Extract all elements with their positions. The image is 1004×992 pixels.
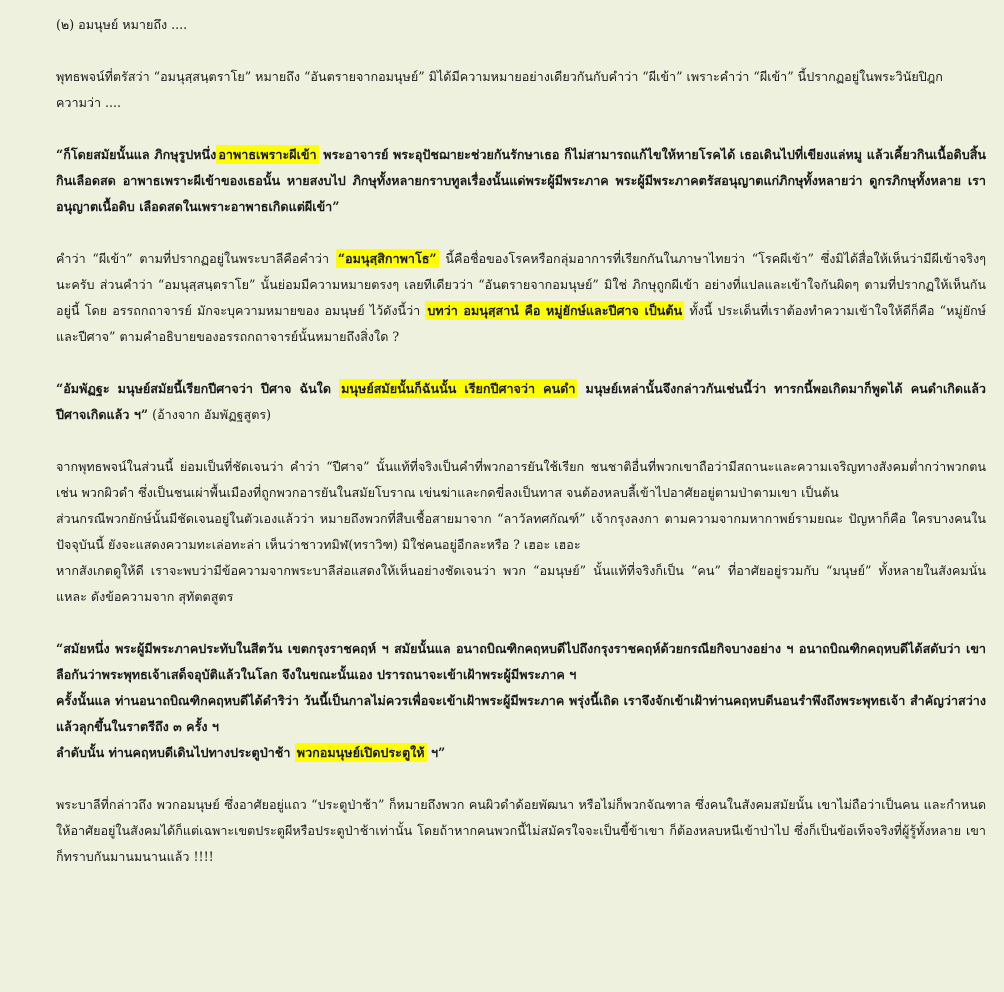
spacer	[56, 350, 986, 376]
explanation-text-1: คำว่า “ผีเข้า” ตามที่ปรากฏอยู่ในพระบาลีคือคำว่า	[56, 251, 336, 266]
explanation-text-3: ทั้งนี้ ประเด็นที่เราต้องทำความเข้าใจให้ดีก็คือ “หมู่ยักษ์และปีศาจ” ตามคำอธิบายของอรรถกถาจารย์นั้นหมายถึงสิ่งใด ?	[56, 303, 986, 344]
spacer	[56, 766, 986, 792]
paragraph-yakkha: ส่วนกรณีพวกยักษ์นั้นมีชัดเจนอยู่ในตัวเองแล้วว่า หมายถึงพวกที่สืบเชื้อสายมาจาก “ลาวัลทศกัณฑ์” เจ้ากรุงลงกา ตามความจากมหากาพย์รามยณะ ปัญหาก็คือ ใครบางคนในปัจจุบันนี้ ยังจะแสดงความทะเล่อทะล่า เห็นว่าชาวทมิฬ(ทราวิฑ) มิใช่คนอยู่อีกละหรือ ? เฮอะ เฮอะ	[56, 511, 986, 552]
paragraph-intro-tail: ความว่า ....	[56, 95, 122, 110]
quote-ambattha-post: มนุษย์เหล่านั้นจึงกล่าวกันเช่นนี้ว่า ทารกนี้พอเกิดมาก็พูดได้ คนดำเกิดแล้ว ปีศาจเกิดแล้ว ฯ”	[56, 381, 986, 422]
paragraph-intro-cont	[0, 90, 986, 116]
quote-ambattha-pre: “อัมพัฏฐะ มนุษย์สมัยนี้เรียกปีศาจว่า ปีศาจ ฉันใด	[56, 381, 340, 396]
spacer	[56, 428, 986, 454]
paragraph-pisaca: จากพุทธพจน์ในส่วนนี้ ย่อมเป็นที่ชัดเจนว่า คำว่า “ปีศาจ” นั้นแท้ที่จริงเป็นคำที่พวกอารยันใช้เรียก ชนชาติอื่นที่พวกเขาถือว่ามีสถานะและความเจริญทางสังคมต่ำกว่าพวกตน เช่น พวกผิวดำ ซึ่งเป็นชนเผ่าพื้นเมืองที่ถูกพวกอารยันในสมัยโบราณ เข่นฆ่าและกดขี่ลงเป็นทาส จนต้องหลบลี้เข้าไปอาศัยอยู่ตามป่าตามเขา เป็นต้น	[56, 459, 986, 500]
quote-sudatta-3-pre: ลำดับนั้น ท่านคฤหบดีเดินไปทางประตูป่าช้า	[56, 745, 295, 760]
quote-sudatta-3	[56, 740, 986, 766]
paragraph-explanation	[56, 246, 986, 350]
quote-vinaya-post: พระอาจารย์ พระอุปัชฌายะช่วยกันรักษาเธอ ก็ไม่สามารถแก้ไขให้หายโรคได้ เธอเดินไปที่เขียงแล่หมู แล้วเคี้ยวกินเนื้อดิบสิ้นกินเลือดสด อาพาธเพราะผีเข้าของเธอนั้น หายสงบไป ภิกษุทั้งหลายกราบทูลเรื่องนั้นแด่พระผู้มีพระภาค พระผู้มีพระภาคตรัสอนุญาตแก่ภิกษุทั้งหลายว่า ดูกรภิกษุทั้งหลาย เราอนุญาตเนื้อดิบ เลือดสดในเพราะอาพาธเกิดแต่ผีเข้า”	[56, 147, 987, 214]
section-heading: (๒) อมนุษย์ หมายถึง ....	[56, 17, 188, 32]
highlight-amanussa-gate: พวกอมนุษย์เปิดประตูให้	[296, 745, 425, 760]
paragraph-observe: หากสังเกตดูให้ดี เราจะพบว่ามีข้อความจากพระบาลีส่อแสดงให้เห็นอย่างชัดเจนว่า พวก “อมนุษย์” นั้นแท้ที่จริงก็เป็น “คน” ที่อาศัยอยู่รวมกับ “มนุษย์” ทั้งหลายในสังคมนั่นแหละ ดังข้อความจาก สุทัตตสูตร	[56, 563, 986, 604]
highlight-black-people: มนุษย์สมัยนั้นก็ฉันนั้น เรียกปีศาจว่า คนดำ	[341, 381, 576, 396]
paragraph-intro-text: พุทธพจน์ที่ตรัสว่า “อมนุสฺสนฺตราโย” หมายถึง “อันตรายจากอมนุษย์” มิได้มีความหมายอย่างเดียวกันกับคำว่า “ผีเข้า” เพราะคำว่า “ผีเข้า” นี้ปรากฏอยู่ในพระวินัยปิฎก	[56, 69, 943, 84]
paragraph-intro	[56, 64, 986, 90]
quote-vinaya-pre: “ก็โดยสมัยนั้นแล ภิกษุรูปหนึ่ง	[56, 147, 217, 162]
spacer	[56, 610, 986, 636]
paragraph-conclusion: พระบาลีที่กล่าวถึง พวกอมนุษย์ ซึ่งอาศัยอยู่แถว “ประตูป่าช้า” ก็หมายถึงพวก คนผิวดำด้อยพัฒนา หรือไม่ก็พวกจัณฑาล ซึ่งคนในสังคมสมัยนั้น เขาไม่ถือว่าเป็นคน และกำหนดให้อาศัยอยู่ในสังคมได้ก็แต่เฉพาะเขตประตูผีหรือประตูป่าช้าเท่านั้น โดยถ้าหากคนพวกนี้ไม่สมัครใจจะเป็นขี้ข้าเขา ก็ต้องหลบหนีเข้าป่าไป ซึ่งก็เป็นข้อเท็จจริงที่ผู้รู้ทั้งหลาย เขาก็ทราบกันมานมนานแล้ว !!!!	[56, 797, 986, 864]
quote-sudatta-2: ครั้งนั้นแล ท่านอนาถบิณฑิกคฤหบดีได้ดำริว่า วันนี้เป็นกาลไม่ควรเพื่อจะเข้าเฝ้าพระผู้มีพระภาค พรุ่งนี้เถิด เราจึงจักเข้าเฝ้าท่านคฤหบดีนอนรำพึงถึงพระพุทธเจ้า สำคัญว่าสว่างแล้วลุกขึ้นในราตรีถึง ๓ ครั้ง ฯ	[56, 693, 986, 734]
quote-ambattha-ref: (อ้างจาก อัมพัฏฐสูตร)	[148, 407, 272, 422]
quote-vinaya	[56, 142, 986, 220]
spacer	[56, 116, 986, 142]
quote-sudatta-3-post: ฯ”	[426, 745, 446, 760]
explanation-text-2: นี้คือชื่อของโรคหรือกลุ่มอาการที่เรียกกันในภาษาไทยว่า “โรคผีเข้า” ซึ่งมิได้สื่อให้เห็นว่ามีผีเข้าจริงๆ นะครับ ส่วนคำว่า “อมนุสฺสนฺตราโย” นั้นย่อมมีความหมายตรงๆ เลยทีเดียวว่า “อันตรายจากอมนุษย์” มิใช่ ภิกษุถูกผีเข้า อย่างที่แปลและเข้าใจกันผิดๆ ตามที่ปรากฏให้เห็นกันอยู่นี้ โดย อรรถกถาจารย์ มักจะบุความหมายของ อมนุษย์ ไว้ดังนี้ว่า	[56, 251, 986, 318]
highlight-definition: บทว่า อมนุสฺสานํ คือ หมู่ยักษ์และปีศาจ เป็นต้น	[427, 303, 683, 318]
spacer	[56, 220, 986, 246]
quote-ambattha	[56, 376, 986, 428]
spacer	[56, 38, 986, 64]
highlight-term: “อมนุสฺสิกาพาโธ”	[337, 251, 437, 266]
highlight-illness: อาพาธเพราะผีเข้า	[218, 147, 317, 162]
quote-sudatta-1: “สมัยหนึ่ง พระผู้มีพระภาคประทับในสีตวัน เขตกรุงราชคฤห์ ฯ สมัยนั้นแล อนาถบิณฑิกคฤหบดีไปถึงกรุงราชคฤห์ด้วยกรณียกิจบางอย่าง ฯ อนาถบิณฑิกคฤหบดีได้สดับว่า เขาลือกันว่าพระพุทธเจ้าเสด็จอุบัติแล้วในโลก จึงในขณะนั้นเอง ปรารถนาจะเข้าเฝ้าพระผู้มีพระภาค ฯ	[56, 641, 986, 682]
